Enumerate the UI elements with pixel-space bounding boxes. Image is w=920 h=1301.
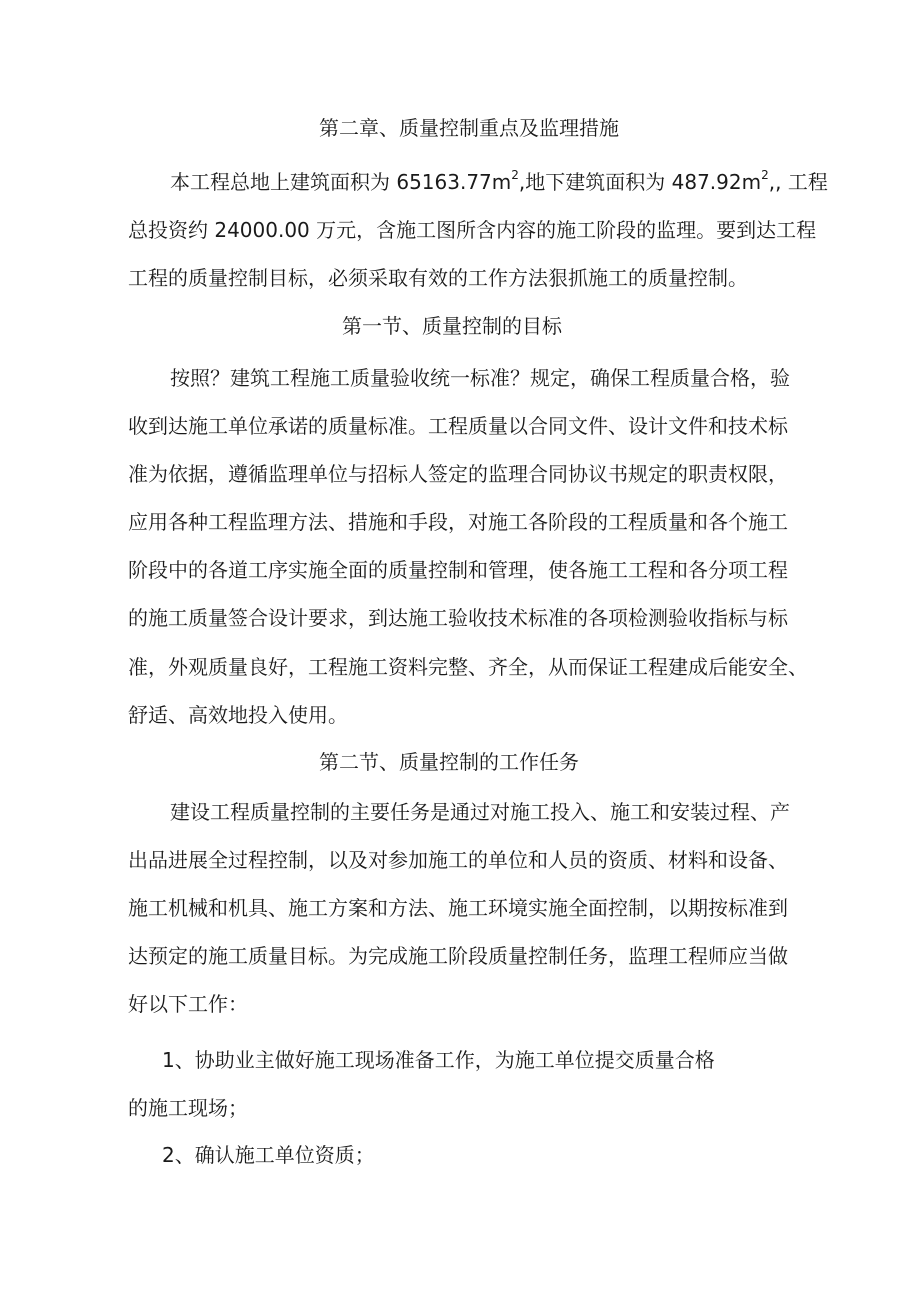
section1-line: 准为依据，遵循监理单位与招标人签定的监理合同协议书规定的职责权限， xyxy=(128,462,788,486)
intro-line-1-tail: ,, 工程 xyxy=(768,170,828,194)
list-item-2: 2、确认施工单位资质； xyxy=(162,1143,375,1167)
intro-line-3: 工程的质量控制目标，必须采取有效的工作方法狠抓施工的质量控制。 xyxy=(128,266,748,290)
section1-line: 舒适、高效地投入使用。 xyxy=(128,703,348,727)
section2-line: 好以下工作： xyxy=(128,992,248,1016)
section1-line: 应用各种工程监理方法、措施和手段，对施工各阶段的工程质量和各个施工 xyxy=(128,510,788,534)
section2-line: 建设工程质量控制的主要任务是通过对施工投入、施工和安装过程、产 xyxy=(170,800,790,824)
section2-line: 达预定的施工质量目标。为完成施工阶段质量控制任务，监理工程师应当做 xyxy=(128,944,788,968)
section1-line: 的施工质量签合设计要求，到达施工验收技术标准的各项检测验收指标与标 xyxy=(128,606,788,630)
superscript-2: 2 xyxy=(761,168,769,183)
section1-line: 准，外观质量良好，工程施工资料完整、齐全，从而保证工程建成后能安全、 xyxy=(128,655,808,679)
list-item-1: 1、协助业主做好施工现场准备工作，为施工单位提交质量合格 xyxy=(162,1048,715,1072)
section1-line: 按照？建筑工程施工质量验收统一标准？规定，确保工程质量合格，验 xyxy=(170,366,790,390)
section2-title: 第二节、质量控制的工作任务 xyxy=(319,750,579,774)
section1-line: 阶段中的各道工序实施全面的质量控制和管理，使各施工工程和各分项工程 xyxy=(128,558,788,582)
intro-area-above: 本工程总地上建筑面积为 65163.77m xyxy=(170,170,512,194)
intro-area-below: ,地下建筑面积为 487.92m xyxy=(518,170,762,194)
section1-line: 收到达施工单位承诺的质量标准。工程质量以合同文件、设计文件和技术标 xyxy=(128,414,788,438)
section1-title: 第一节、质量控制的目标 xyxy=(342,314,562,338)
superscript-2: 2 xyxy=(511,168,519,183)
section2-line: 出品进展全过程控制，以及对参加施工的单位和人员的资质、材料和设备、 xyxy=(128,848,788,872)
section2-line: 施工机械和机具、施工方案和方法、施工环境实施全面控制，以期按标准到 xyxy=(128,896,788,920)
intro-line-1 xyxy=(170,170,828,194)
list-item-1-continuation: 的施工现场； xyxy=(128,1096,248,1120)
chapter-title: 第二章、质量控制重点及监理措施 xyxy=(319,116,619,140)
intro-line-2: 总投资约 24000.00 万元，含施工图所含内容的施工阶段的监理。要到达工程 xyxy=(128,218,817,242)
